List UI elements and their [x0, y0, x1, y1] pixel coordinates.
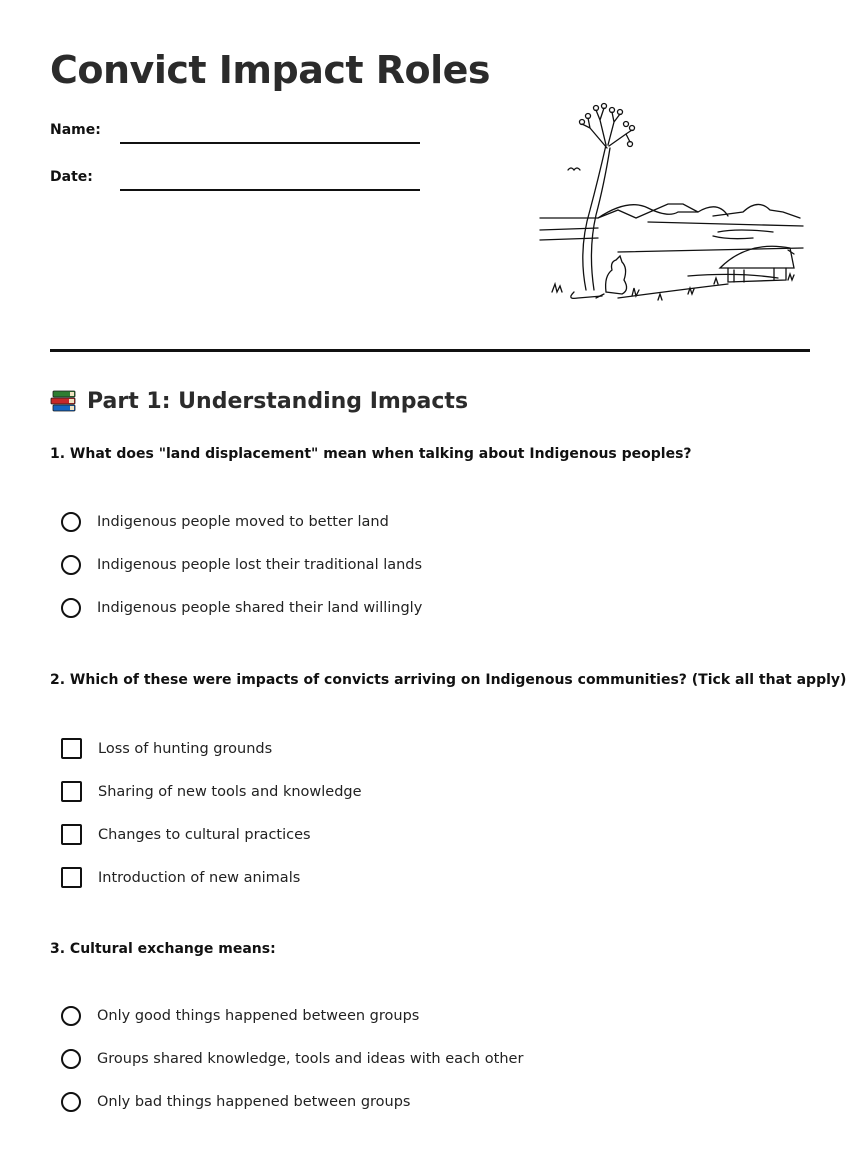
checkbox[interactable]: [61, 781, 82, 802]
landscape-illustration: [538, 100, 810, 305]
radio-button[interactable]: [61, 555, 81, 575]
date-label: Date:: [50, 169, 93, 185]
option-label: Indigenous people lost their traditional lands: [97, 557, 423, 573]
page-title: Convict Impact Roles: [50, 48, 491, 92]
divider: [50, 349, 810, 352]
option-label: Indigenous people moved to better land: [97, 514, 389, 530]
option-label: Only good things happened between groups: [97, 1008, 420, 1024]
name-line[interactable]: [120, 142, 420, 144]
q2-option-4[interactable]: [61, 867, 300, 888]
q1-option-2[interactable]: [61, 555, 422, 575]
q3-option-1[interactable]: [61, 1006, 419, 1026]
option-label: Groups shared knowledge, tools and ideas with each other: [97, 1051, 524, 1067]
q3-option-2[interactable]: [61, 1049, 523, 1069]
q1-option-3[interactable]: [61, 598, 422, 618]
q2-option-1[interactable]: [61, 738, 272, 759]
option-label: Changes to cultural practices: [98, 826, 311, 843]
question-2: 2. Which of these were impacts of convicts arriving on Indigenous communities? (Tick all that apply): [50, 672, 847, 688]
checkbox[interactable]: [61, 824, 82, 845]
q1-option-1[interactable]: [61, 512, 389, 532]
section-title: Part 1: Understanding Impacts: [87, 388, 469, 414]
q2-option-3[interactable]: [61, 824, 311, 845]
question-3: 3. Cultural exchange means:: [50, 941, 276, 957]
radio-button[interactable]: [61, 1092, 81, 1112]
checkbox[interactable]: [61, 738, 82, 759]
checkbox[interactable]: [61, 867, 82, 888]
section-heading: [50, 388, 468, 414]
q2-option-2[interactable]: [61, 781, 362, 802]
worksheet-page: [50, 0, 847, 1161]
question-1: 1. What does "land displacement" mean when talking about Indigenous peoples?: [50, 446, 692, 462]
option-label: Only bad things happened between groups: [97, 1094, 411, 1110]
name-label: Name:: [50, 122, 101, 138]
option-label: Loss of hunting grounds: [98, 740, 273, 757]
date-field[interactable]: [50, 169, 420, 185]
radio-button[interactable]: [61, 1006, 81, 1026]
option-label: Sharing of new tools and knowledge: [98, 783, 362, 800]
name-field[interactable]: [50, 122, 420, 138]
radio-button[interactable]: [61, 512, 81, 532]
books-icon: [50, 388, 78, 414]
radio-button[interactable]: [61, 1049, 81, 1069]
option-label: Introduction of new animals: [98, 869, 301, 886]
option-label: Indigenous people shared their land willingly: [97, 600, 423, 616]
radio-button[interactable]: [61, 598, 81, 618]
date-line[interactable]: [120, 189, 420, 191]
q3-option-3[interactable]: [61, 1092, 411, 1112]
